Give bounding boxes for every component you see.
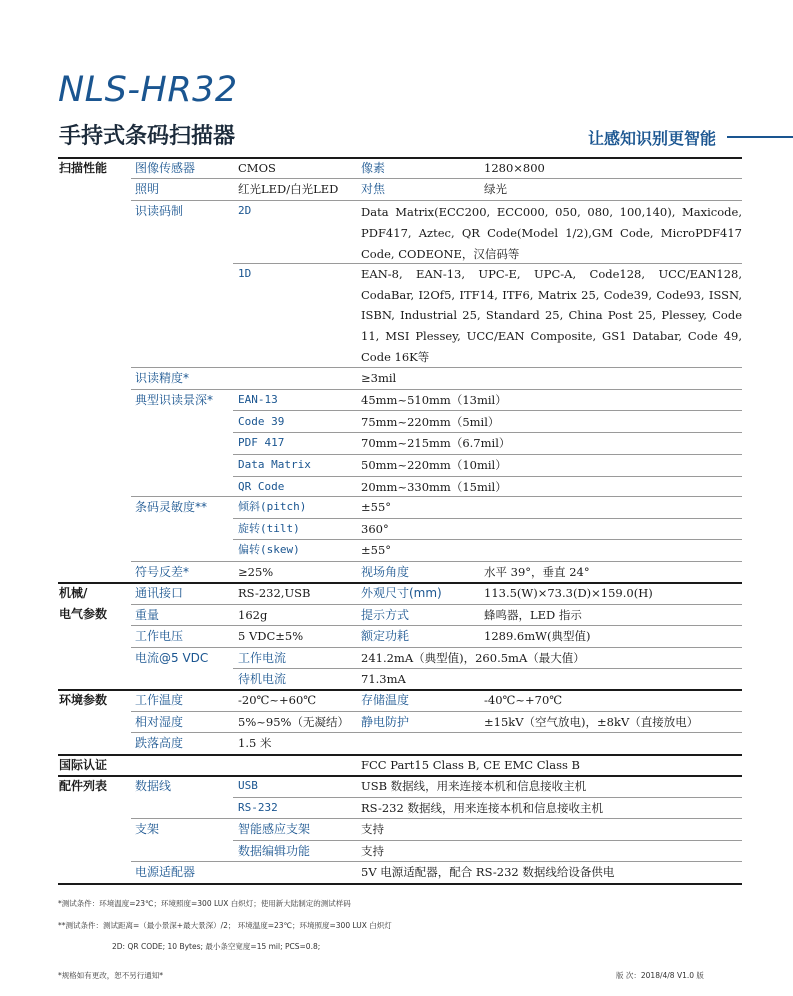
illum-label: 照明 [135,182,160,196]
dimension-label: 外观尺寸(mm) [361,586,442,600]
data-edit-label: 数据编辑功能 [238,844,311,858]
footnote-3: 2D: QR CODE; 10 Bytes; 最小条空宽度=15 mil; PCS=0.8; [112,942,321,951]
humidity-label: 相对湿度 [135,715,184,729]
section-scan: 扫描性能 [59,161,108,175]
footnote-2: **测试条件：测试距离=（最小景深+最大景深）/2； 环境温度=23℃；环境照度=300 LUX 白炽灯 [58,921,392,930]
slogan: 让感知识别更智能 [588,129,717,148]
drop-label: 跌落高度 [135,736,184,750]
smart-stand-label: 智能感应支架 [238,822,311,836]
symbology-1d-value: EAN-8, EAN-13, UPC-E, UPC-A, Code128, UCC/EAN128, CodaBar, I2Of5, ITF14, ITF6, Matrix 25, Code39, Code93, ISSN, ISBN, Industrial 25, Standard 25, China Post 25, Plessey, Code 11, MSI Plessey, UCC/EAN Composite, GS1 Databar, Code 49, Code 16K等 [361,267,742,364]
dof-code: Code 39 [238,415,285,428]
voltage-value: 5 VDC±5% [238,629,304,643]
notify-value: 蜂鸣器，LED 指示 [484,608,582,622]
dof-code: Data Matrix [238,458,311,471]
section-divider [58,883,742,885]
dof-code: PDF 417 [238,436,285,449]
row-divider [131,561,742,562]
row-divider [131,732,742,733]
precision-label: 识读精度* [135,371,190,385]
humidity-value: 5%~95%（无凝结） [238,715,349,729]
op-temp-value: -20℃~+60℃ [238,693,317,707]
dimension-value: 113.5(W)×73.3(D)×159.0(H) [484,586,653,600]
rs232-value: RS-232 数据线，用来连接本机和信息接收主机 [361,801,603,815]
power-label: 额定功耗 [361,629,410,643]
op-temp-label: 工作温度 [135,693,184,707]
row-divider [131,604,742,605]
disclaimer: *规格如有更改，恕不另行通知* [58,971,163,980]
row-divider [233,410,742,411]
rs232-label: RS-232 [238,801,278,814]
sensitivity-name: 旋转(tilt) [238,522,300,535]
usb-label: USB [238,779,258,792]
sensitivity-label: 条码灵敏度** [135,500,208,514]
esd-label: 静电防护 [361,715,410,729]
row-divider [233,539,742,540]
stand-label: 支架 [135,822,160,836]
illum-value: 红光LED/白光LED [238,182,339,196]
sensitivity-name: 偏转(skew) [238,543,300,556]
usb-value: USB 数据线，用来连接本机和信息接收主机 [361,779,587,793]
cable-label: 数据线 [135,779,172,793]
interface-value: RS-232,USB [238,586,311,600]
row-divider [131,178,742,179]
sensitivity-value: ±55° [361,543,392,557]
sensitivity-name: 倾斜(pitch) [238,500,307,513]
weight-label: 重量 [135,608,160,622]
drop-value: 1.5 米 [238,736,272,750]
aim-label: 对焦 [361,182,386,196]
footnote-1: *测试条件：环境温度=23℃；环境照度=300 LUX 白炽灯；使用新大陆制定的测试样码 [58,899,351,908]
sensor-label: 图像传感器 [135,161,196,175]
row-divider [131,200,742,201]
dof-range: 75mm~220mm（5mil） [361,415,500,429]
model-name: NLS-HR32 [58,70,238,110]
slogan-line [727,136,793,138]
section-cert: 国际认证 [59,758,108,772]
power-value: 1289.6mW(典型值) [484,629,591,643]
certification-value: FCC Part15 Class B, CE EMC Class B [361,758,580,772]
standby-current-label: 待机电流 [238,672,287,686]
psu-label: 电源适配器 [135,865,196,879]
voltage-label: 工作电压 [135,629,184,643]
dof-range: 45mm~510mm（13mil） [361,393,507,407]
dof-code: EAN-13 [238,393,278,406]
op-current-value: 241.2mA（典型值)，260.5mA（最大值） [361,651,585,665]
contrast-value: ≥25% [238,565,274,579]
sensitivity-value: 360° [361,522,389,536]
standby-current-value: 71.3mA [361,672,406,686]
dof-code: QR Code [238,480,285,493]
storage-temp-value: -40℃~+70℃ [484,693,563,707]
smart-stand-value: 支持 [361,822,384,836]
row-divider [233,518,742,519]
weight-value: 162g [238,608,268,622]
contrast-label: 符号反差* [135,565,190,579]
section-env: 环境参数 [59,693,108,707]
row-divider [131,818,742,819]
section-acc: 配件列表 [59,779,108,793]
pixel-label: 像素 [361,161,386,175]
current-label: 电流@5 VDC [135,651,209,665]
pixel-value: 1280×800 [484,161,545,175]
version-info: 版 次：2018/4/8 V1.0 版 [616,971,704,980]
notify-label: 提示方式 [361,608,410,622]
section-mech-2: 电气参数 [59,607,108,621]
sensitivity-value: ±55° [361,500,392,514]
fov-label: 视场角度 [361,565,410,579]
symbology-2d-label: 2D [238,204,252,217]
sensor-value: CMOS [238,161,276,175]
fov-value: 水平 39°，垂直 24° [484,565,590,579]
dof-range: 50mm~220mm（10mil） [361,458,507,472]
symbology-1d-label: 1D [238,267,252,280]
row-divider [233,668,742,669]
symbology-2d-value: Data Matrix(ECC200, ECC000, 050, 080, 100,140), Maxicode, PDF417, Aztec, QR Code(Model 1/2),GM Code, MicroPDF417 Code, CODEONE，汉信码等 [361,205,742,261]
precision-value: ≥3mil [361,371,397,385]
dof-label: 典型识读景深* [135,393,214,407]
esd-value: ±15kV（空气放电)，±8kV（直接放电） [484,715,699,729]
dof-range: 20mm~330mm（15mil） [361,480,507,494]
aim-value: 绿光 [484,182,507,196]
section-mech-1: 机械/ [59,586,88,600]
page-title: 手持式条码扫描器 [59,124,236,149]
dof-range: 70mm~215mm（6.7mil） [361,436,511,450]
psu-value: 5V 电源适配器，配合 RS-232 数据线给设备供电 [361,865,615,879]
data-edit-value: 支持 [361,844,384,858]
symbology-label: 识读码制 [135,204,184,218]
op-current-label: 工作电流 [238,651,287,665]
row-divider [131,625,742,626]
storage-temp-label: 存储温度 [361,693,410,707]
interface-label: 通讯接口 [135,586,184,600]
